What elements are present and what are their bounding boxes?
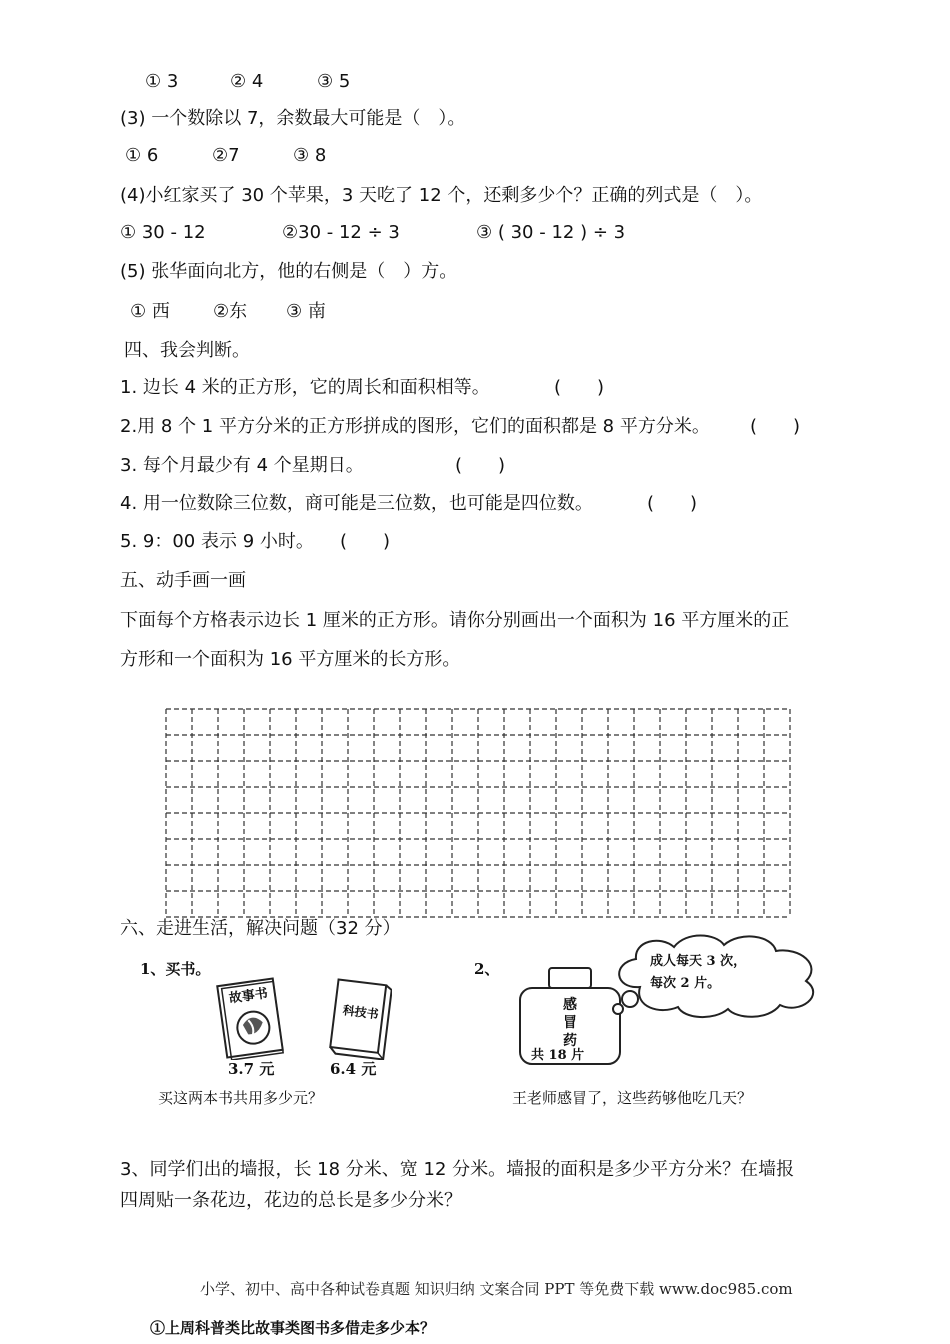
- problem3-line2: 四周贴一条花边，花边的总长是多少分米？: [120, 1190, 462, 1211]
- q5-option-1: ① 西: [130, 301, 170, 322]
- q3-option-2: ②7: [212, 145, 240, 166]
- bottle-label-1: 感: [563, 997, 577, 1013]
- q2-option-1: ① 3: [145, 71, 179, 92]
- bottom-question: ①上周科普类比故事类图书多借走多少本？: [150, 1319, 436, 1337]
- problem1-label: 1、买书。: [140, 960, 211, 978]
- judge-item-2: 2.用 8 个 1 平方分米的正方形拼成的图形，它们的面积都是 8 平方分米。: [120, 416, 710, 437]
- q5-option-3: ③ 南: [286, 301, 326, 322]
- judge-blank-4: ( ): [647, 493, 698, 514]
- q4-option-2: ②30 - 12 ÷ 3: [282, 222, 400, 243]
- q2-option-3: ③ 5: [317, 71, 351, 92]
- judge-blank-1: ( ): [554, 377, 605, 398]
- footer-text: 小学、初中、高中各种试卷真题 知识归纳 文案合同 PPT 等免费下载 www.doc985.com: [200, 1280, 793, 1298]
- judge-blank-3: ( ): [455, 455, 506, 476]
- story-book-price: 3.7 元: [228, 1060, 275, 1078]
- science-book-image: [322, 976, 392, 1060]
- problem2-question: 王老师感冒了，这些药够他吃几天？: [512, 1089, 753, 1107]
- section5-instruction-line2: 方形和一个面积为 16 平方厘米的长方形。: [120, 649, 461, 670]
- judge-item-1: 1. 边长 4 米的正方形，它的周长和面积相等。: [120, 377, 490, 398]
- problem2-label: 2、: [474, 960, 500, 978]
- q4-option-1: ① 30 - 12: [120, 222, 206, 243]
- bottle-total: 共 18 片: [531, 1048, 585, 1063]
- judge-item-4: 4. 用一位数除三位数，商可能是三位数，也可能是四位数。: [120, 493, 593, 514]
- section6-title: 六、走进生活，解决问题（32 分）: [120, 918, 401, 939]
- problem3-line1: 3、同学们出的墙报，长 18 分米、宽 12 分米。墙报的面积是多少平方分米？在墙报: [120, 1159, 795, 1180]
- story-book-title: 故事书: [228, 986, 269, 1007]
- q3-text: (3) 一个数除以 7，余数最大可能是（ ）。: [120, 108, 466, 129]
- bottle-label-2: 冒: [563, 1015, 577, 1031]
- problem1-question: 买这两本书共用多少元？: [158, 1089, 324, 1107]
- q4-option-3: ③ ( 30 - 12 ) ÷ 3: [476, 222, 626, 243]
- q5-option-2: ②东: [213, 301, 248, 322]
- judge-blank-5: ( ): [340, 531, 391, 552]
- science-book-title: 科技书: [341, 1003, 380, 1022]
- q5-text: (5) 张华面向北方，他的右侧是（ ）方。: [120, 261, 458, 282]
- section5-instruction-line1: 下面每个方格表示边长 1 厘米的正方形。请你分别画出一个面积为 16 平方厘米的正: [120, 610, 790, 631]
- section4-title: 四、我会判断。: [124, 340, 250, 361]
- science-book-price: 6.4 元: [330, 1060, 377, 1078]
- judge-item-5: 5. 9：00 表示 9 小时。: [120, 531, 314, 552]
- cloud-line-2: 每次 2 片。: [650, 976, 721, 991]
- cloud-line-1: 成人每天 3 次，: [650, 954, 747, 969]
- q2-option-2: ② 4: [230, 71, 264, 92]
- judge-blank-2: ( ): [750, 416, 801, 437]
- judge-item-3: 3. 每个月最少有 4 个星期日。: [120, 455, 364, 476]
- bottle-label-3: 药: [563, 1033, 577, 1049]
- q3-option-3: ③ 8: [293, 145, 327, 166]
- section5-title: 五、动手画一画: [120, 570, 246, 591]
- thought-cloud: [600, 925, 834, 1025]
- q4-text: (4)小红家买了 30 个苹果，3 天吃了 12 个，还剩多少个？正确的列式是（ ）。: [120, 185, 763, 206]
- drawing-grid[interactable]: [165, 708, 791, 920]
- story-book-image: [212, 976, 288, 1060]
- q3-option-1: ① 6: [125, 145, 159, 166]
